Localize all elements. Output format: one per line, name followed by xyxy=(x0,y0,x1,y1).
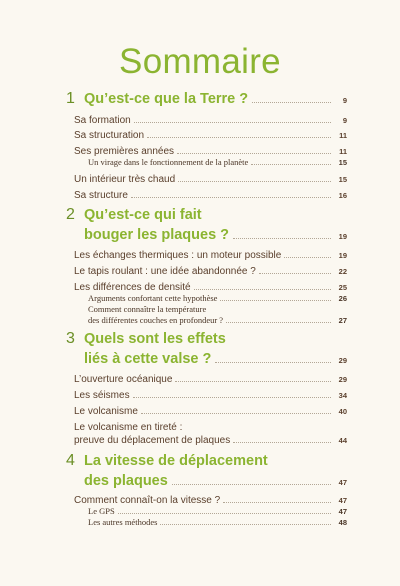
toc-subentry[interactable] xyxy=(88,157,347,167)
toc-subentry[interactable] xyxy=(88,517,347,527)
leader-dots xyxy=(233,238,331,239)
toc-entry-label: Comment connaît-on la vitesse ? xyxy=(74,495,221,506)
page-number: 11 xyxy=(339,147,347,156)
leader-dots xyxy=(178,181,331,182)
page-number: 48 xyxy=(338,518,347,527)
toc-entry[interactable] xyxy=(74,374,347,385)
chapter-2-heading[interactable] xyxy=(66,206,347,248)
toc-subentry[interactable] xyxy=(88,506,347,516)
chapter-number: 4 xyxy=(66,452,75,469)
leader-dots xyxy=(175,381,331,382)
toc-entry-label: Les séismes xyxy=(74,390,130,401)
page-number: 29 xyxy=(338,356,347,365)
chapter-title-line2: liés à cette valse ? xyxy=(84,351,212,367)
toc-entry[interactable] xyxy=(74,190,347,201)
toc-subentry-label: Un virage dans le fonctionnement de la planète xyxy=(88,157,249,167)
toc-entry[interactable] xyxy=(74,266,347,277)
toc-entry[interactable] xyxy=(74,282,347,293)
toc-entry[interactable] xyxy=(74,435,347,446)
page-number: 9 xyxy=(342,96,347,105)
chapter-title: Qu’est-ce que la Terre ? xyxy=(84,91,249,107)
toc-entry[interactable] xyxy=(74,390,347,401)
toc-entry-label-line1: Le volcanisme en tireté : xyxy=(74,422,183,433)
leader-dots xyxy=(118,513,331,514)
leader-dots xyxy=(215,362,331,363)
page-number: 19 xyxy=(338,232,347,241)
toc-subentry-label: Arguments confortant cette hypothèse xyxy=(88,293,218,303)
page-number: 40 xyxy=(338,407,347,416)
leader-dots xyxy=(226,322,331,323)
toc-entry-label: Le volcanisme xyxy=(74,406,138,417)
leader-dots xyxy=(141,413,331,414)
chapter-number: 2 xyxy=(66,206,75,223)
toc-entry-label: Un intérieur très chaud xyxy=(74,174,176,185)
chapter-title-line1: Quels sont les effets xyxy=(84,331,226,347)
toc-entry-label: Sa structuration xyxy=(74,130,145,141)
leader-dots xyxy=(160,524,331,525)
toc-subentry[interactable] xyxy=(88,293,347,303)
chapter-title-line2: bouger les plaques ? xyxy=(84,227,230,243)
page-title: Sommaire xyxy=(119,42,281,81)
toc-entry-label: L’ouverture océanique xyxy=(74,374,173,385)
page-number: 47 xyxy=(338,478,347,487)
page-number: 25 xyxy=(338,283,347,292)
chapter-title-line1: Qu’est-ce qui fait xyxy=(84,207,202,223)
toc-entry-label-line2: preuve du déplacement de plaques xyxy=(74,435,231,446)
leader-dots xyxy=(259,273,331,274)
toc-entry-label: Ses premières années xyxy=(74,146,175,157)
page-number: 15 xyxy=(338,175,347,184)
chapter-title-line2: des plaques xyxy=(84,473,168,489)
chapter-number: 3 xyxy=(66,330,75,347)
toc-entry[interactable] xyxy=(74,174,347,185)
page-number: 19 xyxy=(338,251,347,260)
toc-entry-label: Sa formation xyxy=(74,115,131,126)
toc-subentry-label: Les autres méthodes xyxy=(88,517,158,527)
leader-dots xyxy=(133,397,331,398)
page-number: 47 xyxy=(338,507,347,516)
toc-subentry-label-line1: Comment connaître la température xyxy=(88,304,207,314)
toc-entry[interactable] xyxy=(74,495,347,506)
toc-entry[interactable] xyxy=(74,250,347,261)
toc-entry[interactable] xyxy=(74,146,347,157)
page-number: 44 xyxy=(338,436,347,445)
leader-dots xyxy=(223,502,331,503)
toc-subentry[interactable] xyxy=(88,315,347,325)
chapter-3-heading[interactable] xyxy=(66,330,347,372)
toc-entry-label: Les échanges thermiques : un moteur possible xyxy=(74,250,282,261)
leader-dots xyxy=(147,137,331,138)
toc-entry[interactable] xyxy=(74,406,347,417)
toc-entry-label: Le tapis roulant : une idée abandonnée ? xyxy=(74,266,256,277)
chapter-4-heading[interactable] xyxy=(66,452,347,494)
page-number: 9 xyxy=(342,116,347,125)
toc-entry-label: Sa structure xyxy=(74,190,128,201)
leader-dots xyxy=(177,153,331,154)
page-number: 26 xyxy=(338,294,347,303)
toc-entry[interactable] xyxy=(74,115,347,126)
page-number: 16 xyxy=(338,191,347,200)
toc-subentry-label: Le GPS xyxy=(88,506,115,516)
leader-dots xyxy=(131,197,331,198)
page-number: 15 xyxy=(338,158,347,167)
leader-dots xyxy=(252,102,331,103)
leader-dots xyxy=(251,164,331,165)
toc-entry[interactable] xyxy=(74,130,347,141)
leader-dots xyxy=(233,442,331,443)
leader-dots xyxy=(220,300,331,301)
page-number: 29 xyxy=(338,375,347,384)
toc-entry-label: Les différences de densité xyxy=(74,282,191,293)
page-number: 27 xyxy=(338,316,347,325)
page-number: 34 xyxy=(338,391,347,400)
leader-dots xyxy=(134,122,331,123)
page-number: 47 xyxy=(338,496,347,505)
page-number: 22 xyxy=(338,267,347,276)
toc-subentry-label-line2: des différentes couches en profondeur ? xyxy=(88,315,224,325)
chapter-number: 1 xyxy=(66,90,75,107)
leader-dots xyxy=(172,484,331,485)
page-number: 11 xyxy=(339,131,347,140)
chapter-title-line1: La vitesse de déplacement xyxy=(84,453,268,469)
leader-dots xyxy=(284,257,331,258)
leader-dots xyxy=(194,289,331,290)
chapter-1-heading[interactable] xyxy=(66,90,347,111)
